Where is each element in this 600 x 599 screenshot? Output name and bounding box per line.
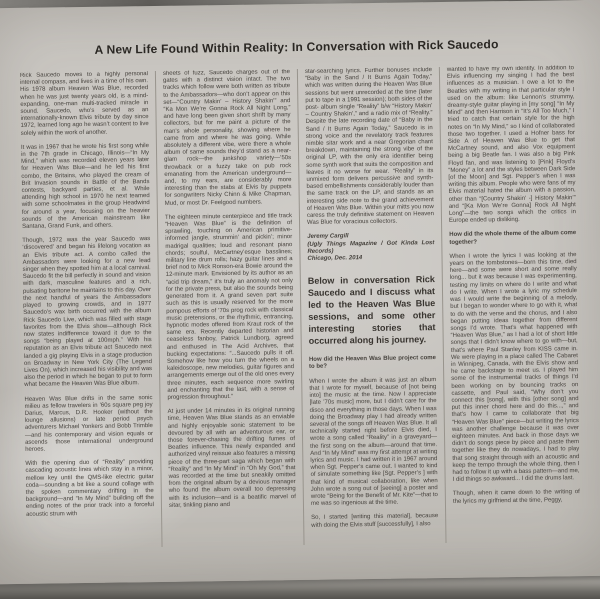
col3-answer-1: When I wrote the album it was just an album that I wrote for myself, because of [not being into] the music at the time. Now I appreciate [late ’70s music] more, but I didn’t care for the disco and everything in those days. When I was doing the Broadway play I had already written several of the songs off Heaven Was Blue. It all technically started right before Elvis died, I wrote a song called “Reality” in a graveyard—the first song on the album—around that time. And “In My Mind” was my first attempt at writing lyrics and music. I had written it in 1967 around when Sgt. Pepper’s came out. I wanted to kind of simulate something like [Sgt. Pepper’s ] with that kind of musical collaboration, like when John wrote a song out of [seeing] a poster and wrote “Being for the Benefit of Mr. Kite”—that to me was so ingenious at the time. [309,376,438,508]
text-columns [13,65,588,549]
col1-paragraph-3: Though, 1972 was the year Saucedo was ‘discovered’ and began his lifelong vocation as an Elvis tribute act. A combo called the Ambassadors were looking for a new lead singer when they spotted him at a local carnival. Saucedo fit the bill perfectly in sound and vision with dark, masculine features and a rich, pulsating baritone he maintains to this day. Over the next handful of years the Ambassadors played to growing crowds, and in 1977 Saucedo’s wax birth occurred with the album Rick Saucedo Live, which was filled with stage favorites from the Elvis show—although Rick now states indifference toward it due to the songs “being played at 100mph.” With his reputation as an Elvis tribute act Saucedo next landed a gig playing Elvis in a stage production on Broadway in New York City (The Legend Lives On), which increased his visibility and was also the period in which he began to put to form what became the Heaven Was Blue album. [22,236,153,389]
col3-paragraph-1: star-searching lyrics. Further bonuses include “Baby in the Sand / It Burns Again Today,” which was written during the Heaven Was Blue sessions but went unrecorded at the time (later put to tape in a 1991 session); both sides of the post- album single “Reality” b/w “History Makin’ – Country Shakin’,” and a radio mix of “Reality.” Despite the late recording date of “Baby in the Sand / It Burns Again Today,” Saucedo is in strong voice and the revelatory track features nimble sitar work and a near Gregorian chant breakdown, maintaining the strong vibe of the original LP, with the only era identifier being some synth work that suits the composition and leaves it no worse for wear. “Reality” in its unmixed form delivers percussive and synth-based embellishments considerably louder than the same track on the LP, and stands as an interesting side note to the grand achievement of Heaven Was Blue. Within your mitts you now caress the truly definitive statement on Heaven Was Blue for voracious collectors. [304,67,434,227]
text-column-4 [439,65,588,543]
col4-paragraph-1: wanted to have my own identity. In addition to Elvis influencing my singing I had the best influences as a musician. I owe a lot to the Beatles with my writing in that particular style I used on the album: like Lennon’s strummy, dreamy-style guitar playing in [my song] “In My Mind” and then Harrison in “It’s All Too Much,” I tried to catch that certain style for the high notes on “In My Mind,” so I kind of collaborated those two together. I used a Hofner bass for Side A of Heaven Was Blue to get that McCartney sound, and also Vox equipment being a big Beatle fan. I was also a big Pink Floyd fan, and was listening to [Pink] Floyd’s “Money” a lot and the styles between Dark Side [of the Moon] and Sgt. Pepper’s when I was writing this album. People who were fans of my Elvis material hated the album with a passion, other than “[Country Shakin’ -] History Makin’” and “[Ka Mon We’re Gonna] Rock All Night Long”—the two songs which the critics in Europe ended up disliking. [446,65,576,225]
page-title: A New Life Found Within Reality: In Conversation with Rick Saucedo [94,37,499,57]
author-credit: Jeremy Cargill (Ugly Things Magazine / Got Kinda Lost Records) Chicago, Dec. 2014 [307,233,435,262]
text-column-3 [297,67,446,545]
text-column-1 [13,71,162,549]
col1-paragraph-2: It was in 1967 that he wrote his first song while in the 7th grade in Chicago, Illinois—“In My Mind,” which was recorded eleven years later for Heaven Was Blue—and he led his first combo, the Britains, who played the cream of Brit Invasion sounds in Battle of the Bands contests, backyard parties, et al. While attending high school in 1970 he next teamed with some schoolmates in the group Headwind for around a year, focusing on the heavier sounds of the American mainstream like Santana, Grand Funk, and others. [20,142,150,230]
col1-paragraph-5: With the opening duo of “Reality” providing cascading acoustic lines which stay in a minor, mellow key until the QMS-like electric guitar coda—sounding a bit like a sound collage with the spoken commentary drifting in the background—and “In My Mind” building off the ending notes of the prior track into a forceful acoustic strum with [25,459,155,518]
interview-intro: Below in conversation Rick Saucedo and I discuss what led to the Heaven Was Blue sessions, and some other interesting stories that occurred along his journey. [307,274,436,347]
col1-paragraph-4: Heaven Was Blue drifts in the same sonic milieu as fellow travelers in ’60s square peg joy Darius, Marcus, D.R. Hooker (without the lounge allusions) or late period psych adventurers Michael Yonkers and Bobb Trimble—and his contemporary and vision equals or ascends those international underground heroes. [24,394,154,453]
col3-answer-2: So, I started [writing this material], because with doing the Elvis stuff [successfully], I also [311,513,439,529]
text-column-2 [155,69,304,547]
col2-paragraph-3: At just under 14 minutes in its original running time, Heaven Was Blue stands as an enviable and highly enjoyable sonic statement to be devoured by all with an adventurous ear, or those forever-chasing the drifting fumes of Beatles influence. This newly expanded and authorized vinyl reissue also features a missing piece of the three-part saga which began with “Reality” and “In My Mind” in “Oh My God,” that was recorded at the time but sneakily omitted from the original album by a devious manager who found the album overall too depressing with its inclusion—and is a beatific marvel of sitar, tinkling piano and [167,407,296,509]
interview-question-1: How did the Heaven Was Blue project come to be? [308,355,436,371]
col2-paragraph-2: The eighteen minute centerpiece and title track “Heaven Was Blue” is the definition of sprawling, touching on American primitive-informed jangle, strummin’ and pickin’; minor madrigal qualities; loud and resonant piano chords; soulful, McCartney’esque basslines; military line drum rolls; hazy guitar lines and a brief nod to Mick Ronson-era Bowie around the 12-minute mark. Envisioned by its author as an “acid trip dream,” it’s truly an anomaly not only for the private press, but also the sounds being generated from it. A grand seven part suite such as this is usually reserved for the more pompous efforts of ’70s prog rock with classical music pretensions, or the rhythmic, entrancing, hypnotic modes offered from Kraut rock of the same era. Recently departed historian and ceaseless fanboy, Patrick Lundborg, agreed and enthused in The Acid Archives, that bucking expectations: “...Saucedo pulls it off. Somehow like how you turn the wheels on a kaleidoscope, new melodies, guitar figures and arrangements emerge out of the old ones every three minutes, each sequence more swirling and enchanting that the last, with a sense of progression throughout.” [164,212,295,401]
interview-question-2: How did the whole theme of the album come together? [449,230,577,246]
col2-paragraph-1: sheets of fuzz, Saucedo charges out of the gates with a distinct vision intact. The two tracks which follow were both written as tribute to the Ambassadors—who don’t appear on this set—“Country Makin’ – History Shakin’” and “Ka Mon We’re Gonna Rock All Night Long,” and have long been given short shrift by many collectors, but for me paint a picture of the man’s whole personality, showing where he came from and where he was going. While absolutely a different vibe, were there a whole album of same sounds they’d stand as a near-glam rock—the junkshop variety—’50s throwback or a fuzzy take on pub rock emanating from the American underground—and, to my ears, are considerably more interesting than the stabs at Elvis by puppets for songwriters Nicky Chinn & Mike Chapman, Mud, or most Dr. Feelgood numbers. [162,69,292,207]
col1-paragraph-1: Rick Saucedo moves to a highly personal internal compass, and lives in a time of his own. His 1978 album Heaven Was Blue, recorded when he was just twenty years old, is a mind-expanding, one-man multi-tracked miracle in sound. Saucedo, who’s served as an internationally-known Elvis tribute by day since 1972, learned long ago he wasn’t content to live solely within the work of another. [19,71,149,137]
col4-answer-1: When I wrote the lyrics I was looking at the years on the tombstones—born this time, died here—and some were short and some really long... but it was because I was experimenting, testing my limits on where do I write and what do I write. When I wrote a lyric my schedule was I would write the beginning of a melody, but I began to wonder where to go with it, what to do with the verse and the chorus, and I also began putting ideas together from different songs I’d wrote. That’s what happened with “Heaven Was Blue,” as I had a lot of short little songs that I didn’t know where to go with—but, that’s where Paul Stanley from KISS came in. We were playing in a place called The Cabaret in Winnipeg, Canada, with the Elvis show and he came backstage to meet us. I played him some of the instrumental tracks of things I’d been working on by bouncing tracks on cassette, and Paul said, “Why don’t you connect this [song], with this [other song] and put this inner chord here and do this...,” and that’s how I came to collaborate that big “Heaven Was Blue” piece—but writing the lyrics was another challenge because it was over eighteen minutes. And back in those days we didn’t do songs piece by piece and paste them together like they do nowadays, I had to play that song straight through with an acoustic and keep the tempo through the whole thing, then I had to follow it up with a bass pattern—and me, I did things so awkward... I did the drums last. [449,252,580,484]
col4-paragraph-2: Though, when it came down to the writing of the lyrics my girlfriend at the time, Peggy, [452,489,580,505]
